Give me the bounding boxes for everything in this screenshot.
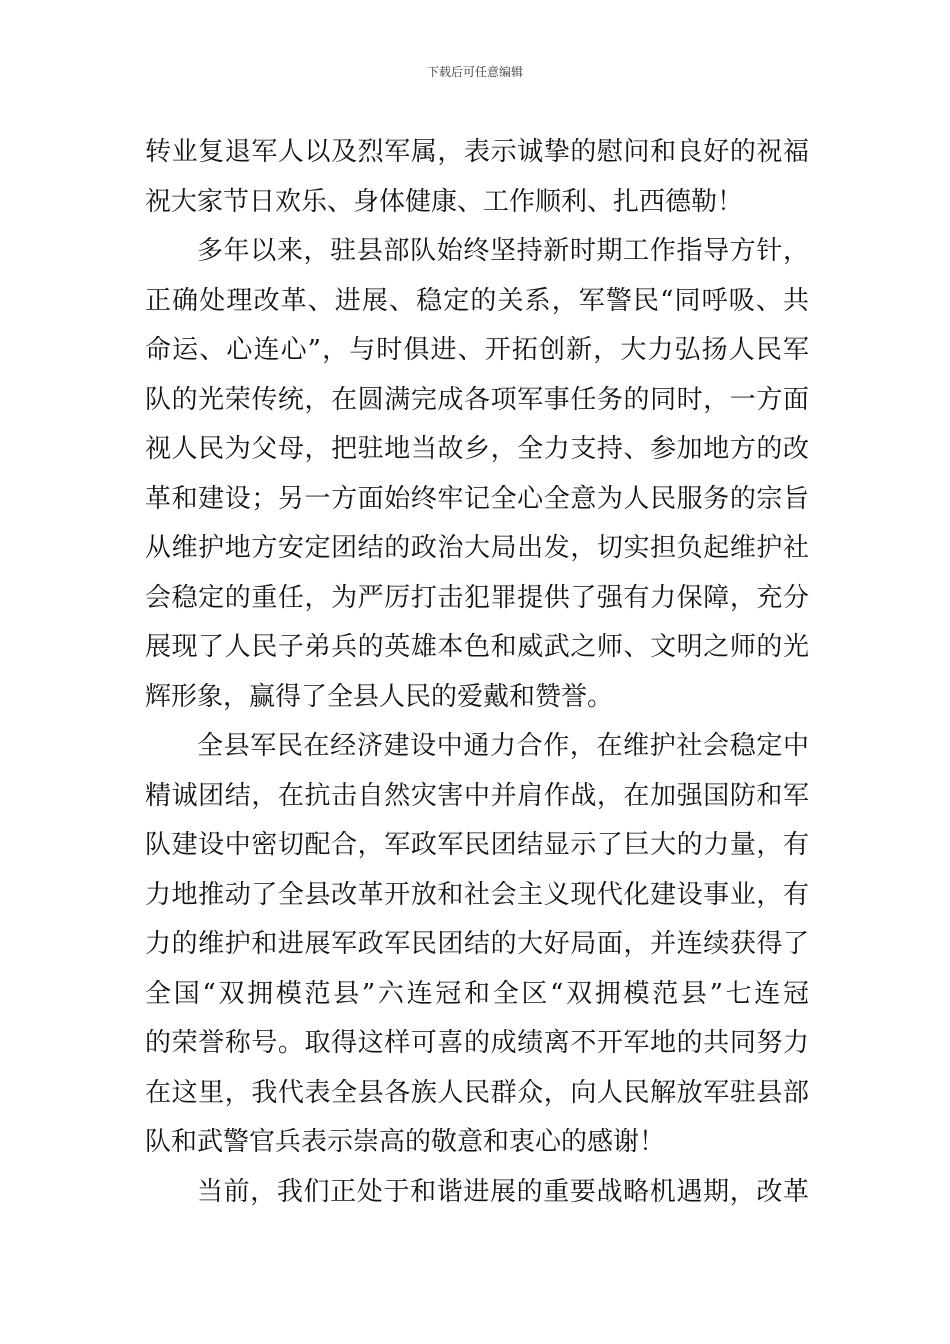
text-line: 转业复退军人以及烈军属，表示诚挚的慰问和良好的祝福 [145,137,809,167]
text-line: 当前，我们正处于和谐进展的重要战略机遇期，改革 [197,1176,809,1207]
text-line: 精诚团结，在抗击自然灾害中并肩作战，在加强国防和军 [145,780,809,811]
text-line: 从维护地方安定团结的政治大局出发，切实担负起维护社 [145,533,809,563]
text-line: 命运、心连心”，与时俱进、开拓创新，大力弘扬人民军 [145,335,809,365]
body-text [145,128,809,1217]
text-line: 全国“双拥模范县”六连冠和全区“双拥模范县”七连冠 [145,978,809,1009]
text-line: 革和建设；另一方面始终牢记全心全意为人民服务的宗旨 [145,483,809,514]
text-line: 全县军民在经济建设中通力合作，在维护社会稳定中 [197,731,809,761]
text-line: 的荣誉称号。取得这样可喜的成绩离不开军地的共同努力 [145,1028,809,1058]
text-line: 展现了人民子弟兵的英雄本色和威武之师、文明之师的光 [145,632,809,662]
text-line: 祝大家节日欢乐、身体健康、工作顺利、扎西德勒！ [145,186,744,217]
page-header: 下载后可任意编辑 [426,65,523,79]
text-line: 正确处理改革、进展、稳定的关系，军警民“同呼吸、共 [145,285,809,316]
text-line: 力地推动了全县改革开放和社会主义现代化建设事业，有 [145,879,809,910]
text-line: 队的光荣传统，在圆满完成各项军事任务的同时，一方面 [145,384,809,415]
text-line: 队和武警官兵表示崇高的敬意和衷心的感谢！ [145,1127,666,1157]
text-line: 视人民为父母，把驻地当故乡，全力支持、参加地方的改 [145,434,809,464]
text-line: 队建设中密切配合，军政军民团结显示了巨大的力量，有 [145,830,809,860]
text-line: 多年以来，驻县部队始终坚持新时期工作指导方针， [197,236,809,266]
text-line: 在这里，我代表全县各族人民群众，向人民解放军驻县部 [145,1077,809,1108]
text-line: 力的维护和进展军政军民团结的大好局面，并连续获得了 [145,929,809,959]
text-line: 会稳定的重任，为严厉打击犯罪提供了强有力保障，充分 [145,582,809,613]
text-line: 辉形象，赢得了全县人民的爱戴和赞誉。 [145,681,614,712]
